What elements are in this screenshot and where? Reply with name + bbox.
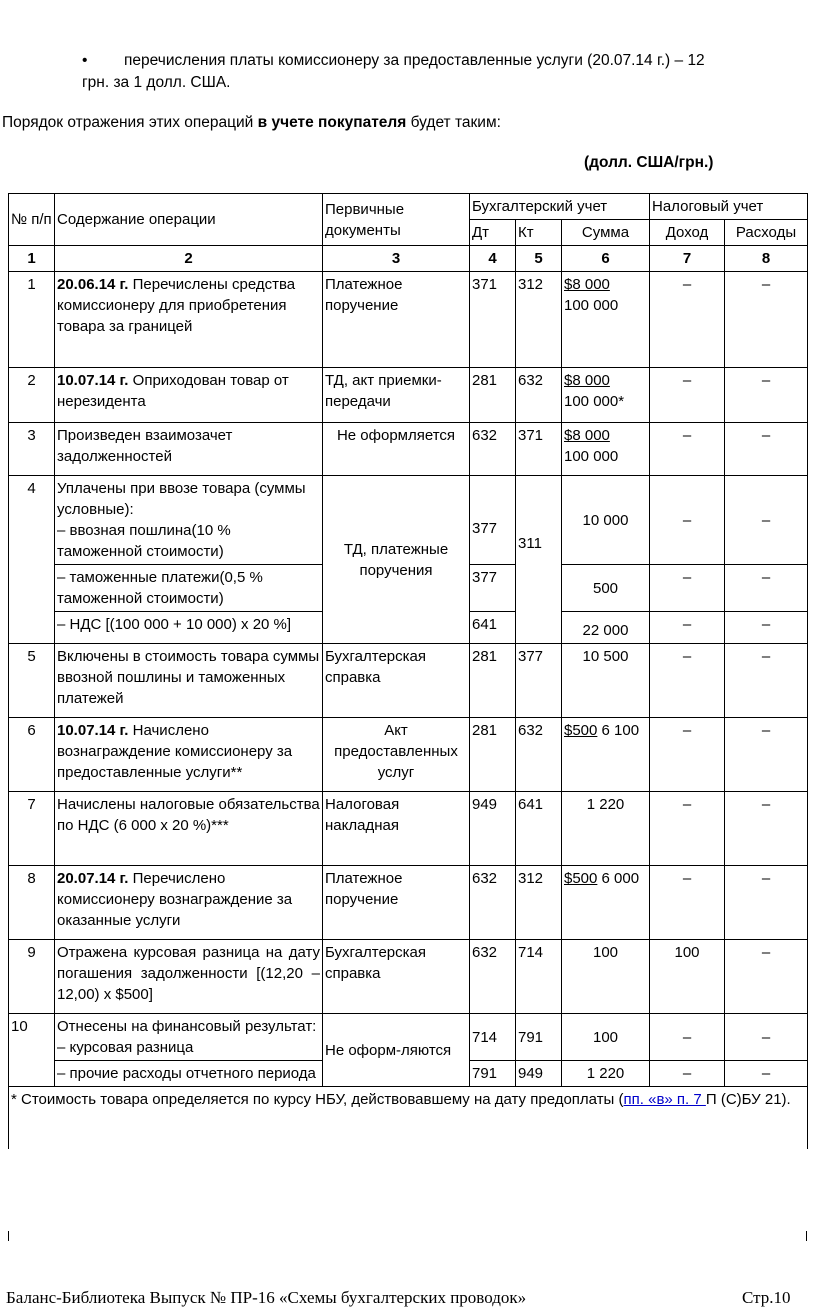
note-cell (9, 1087, 808, 1150)
table-row (9, 423, 808, 476)
row-text-d: – НДС [(100 000 + 10 000) х 20 %] (55, 612, 323, 644)
row-num: 2 (9, 368, 55, 423)
row-sum-usd: $8 000 (564, 372, 610, 389)
row-text: Перечислены средства комиссионеру для приобретения товара за границей (57, 276, 296, 335)
row-expense: – (725, 1061, 808, 1087)
row-kt-empty (516, 612, 562, 644)
row-doc: Бухгалтерская справка (323, 940, 470, 1014)
row-text: Отражена курсовая разница на дату погашения задолженности [(12,20 – 12,00) х $500] (55, 940, 323, 1014)
row-income: – (650, 476, 725, 565)
table-row (9, 1014, 808, 1061)
row-sum-usd: $8 000 (564, 427, 610, 444)
row-dt: 371 (470, 272, 516, 368)
row-sum-usd: $500 (564, 870, 598, 887)
row-dt: 641 (470, 612, 516, 644)
table-row (9, 272, 808, 368)
row-num: 8 (9, 866, 55, 940)
row-text (55, 1014, 323, 1061)
row-text-b: – курсовая разница (57, 1039, 194, 1056)
row-expense: – (725, 476, 808, 565)
row-content (55, 272, 323, 368)
table-row (9, 718, 808, 792)
row-kt: 791 (516, 1014, 562, 1061)
row-expense: – (725, 612, 808, 644)
column-numbers-row (9, 246, 808, 272)
note-after: П (С)БУ 21). (705, 1091, 791, 1108)
row-sum-usd: $8 000 (564, 276, 610, 293)
row-sum-usd: $500 (564, 722, 598, 739)
row-expense: – (725, 940, 808, 1014)
row-date: 10.07.14 г. (57, 372, 129, 389)
row-income: – (650, 272, 725, 368)
row-expense: – (725, 423, 808, 476)
col-num-5: 5 (516, 246, 562, 272)
header-dt: Дт (470, 220, 516, 246)
bullet-text-line1: перечисления платы комиссионеру за предоставленные услуги (20.07.14 г.) – 12 (124, 52, 705, 69)
row-content (55, 718, 323, 792)
row-income: – (650, 792, 725, 866)
row-sum (562, 272, 650, 368)
row-text: Произведен взаимозачет задолженностей (55, 423, 323, 476)
row-num: 5 (9, 644, 55, 718)
row-kt: 312 (516, 272, 562, 368)
row-text-c: – таможенные платежи(0,5 % таможенной стоимости) (55, 565, 323, 612)
row-kt: 371 (516, 423, 562, 476)
row-text: Оприходован товар от нерезидента (57, 372, 289, 410)
row-expense: – (725, 272, 808, 368)
row-sum (562, 866, 650, 940)
row-text-a: Отнесены на финансовый результат: (57, 1018, 317, 1035)
row-doc: ТД, платежные поручения (323, 476, 470, 644)
row-dt: 632 (470, 423, 516, 476)
bullet-icon: • (82, 52, 88, 69)
row-content (55, 866, 323, 940)
col-num-7: 7 (650, 246, 725, 272)
col-num-1: 1 (9, 246, 55, 272)
row-doc: Налоговая накладная (323, 792, 470, 866)
table-tail-border (8, 1231, 807, 1241)
table-row (9, 792, 808, 866)
row-sum (562, 368, 650, 423)
table-row (9, 368, 808, 423)
col-num-3: 3 (323, 246, 470, 272)
row-text: Начислены налоговые обязательства по НДС (6 000 х 20 %)*** (55, 792, 323, 866)
row-doc: Платежное поручение (323, 272, 470, 368)
table-row (9, 866, 808, 940)
page-number: Стр.10 (742, 1288, 791, 1307)
row-income: 100 (650, 940, 725, 1014)
intro-paragraph (2, 114, 501, 132)
row-kt: 312 (516, 866, 562, 940)
header-row (9, 194, 808, 220)
row-dt: 632 (470, 940, 516, 1014)
row-kt: 714 (516, 940, 562, 1014)
row-doc: Не оформляется (323, 423, 470, 476)
row-num: 10 (9, 1014, 55, 1087)
row-num: 6 (9, 718, 55, 792)
row-sum-uah: 100 000 (564, 297, 619, 314)
intro-before: Порядок отражения этих операций (2, 114, 258, 131)
row-income: – (650, 612, 725, 644)
col-num-2: 2 (55, 246, 323, 272)
row-doc: Акт предоставленных услуг (323, 718, 470, 792)
header-num: № п/п (9, 194, 55, 246)
row-content (55, 368, 323, 423)
row-sum-uah: 6 100 (597, 722, 640, 739)
row-text-a: Уплачены при ввозе товара (суммы условные): (57, 480, 306, 518)
row-sum (562, 423, 650, 476)
header-tax: Налоговый учет (650, 194, 808, 220)
row-income: – (650, 1014, 725, 1061)
row-doc: ТД, акт приемки-передачи (323, 368, 470, 423)
table-row (9, 644, 808, 718)
row-text: Перечислено комиссионеру вознаграждение за оказанные услуги (57, 870, 293, 929)
row-sum: 500 (562, 565, 650, 612)
row-dt: 791 (470, 1061, 516, 1087)
bullet-text-line2: грн. за 1 долл. США. (82, 74, 231, 91)
intro-after: будет таким: (406, 114, 501, 131)
intro-bold: в учете покупателя (257, 114, 407, 131)
row-sum: 1 220 (562, 1061, 650, 1087)
row-kt: 632 (516, 718, 562, 792)
header-accounting: Бухгалтерский учет (470, 194, 650, 220)
row-num: 3 (9, 423, 55, 476)
operations-table (8, 193, 808, 1149)
header-docs: Первичные документы (323, 194, 470, 246)
row-kt: 311 (516, 476, 562, 612)
row-income: – (650, 368, 725, 423)
row-sum: 10 500 (562, 644, 650, 718)
row-sum-uah: 6 000 (597, 870, 640, 887)
header-content: Содержание операции (55, 194, 323, 246)
row-text-b: – ввозная пошлина(10 % таможенной стоимости) (57, 522, 231, 560)
row-expense: – (725, 718, 808, 792)
row-sum-uah: 100 000* (564, 393, 625, 410)
row-date: 20.06.14 г. (57, 276, 129, 293)
header-income: Доход (650, 220, 725, 246)
row-dt: 377 (470, 476, 516, 565)
row-kt: 632 (516, 368, 562, 423)
row-dt: 377 (470, 565, 516, 612)
row-expense: – (725, 368, 808, 423)
row-text-c: – прочие расходы отчетного периода (55, 1061, 323, 1087)
row-text: Включены в стоимость товара суммы ввозной пошлины и таможенных платежей (55, 644, 323, 718)
row-num: 4 (9, 476, 55, 644)
col-num-8: 8 (725, 246, 808, 272)
row-text (55, 476, 323, 565)
row-dt: 714 (470, 1014, 516, 1061)
row-sum: 1 220 (562, 792, 650, 866)
row-income: – (650, 423, 725, 476)
row-sum-uah: 100 000 (564, 448, 619, 465)
row-income: – (650, 866, 725, 940)
row-dt: 281 (470, 368, 516, 423)
row-income: – (650, 644, 725, 718)
row-kt: 377 (516, 644, 562, 718)
row-text: Начислено вознаграждение комиссионеру за предоставленные услуги** (57, 722, 293, 781)
header-sum: Сумма (562, 220, 650, 246)
row-num: 7 (9, 792, 55, 866)
row-sum: 100 (562, 940, 650, 1014)
row-doc: Бухгалтерская справка (323, 644, 470, 718)
row-sum: 10 000 (562, 476, 650, 565)
row-dt: 632 (470, 866, 516, 940)
row-sum: 22 000 (562, 612, 650, 644)
row-expense: – (725, 565, 808, 612)
col-num-6: 6 (562, 246, 650, 272)
row-sum: 100 (562, 1014, 650, 1061)
row-sum (562, 718, 650, 792)
table-row (9, 940, 808, 1014)
row-dt: 949 (470, 792, 516, 866)
row-expense: – (725, 644, 808, 718)
footer-title: Баланс-Библиотека Выпуск № ПР-16 «Схемы бухгалтерских проводок» (6, 1288, 527, 1307)
note-text: * Стоимость товара определяется по курсу НБУ, действовавшему на дату предоплаты ( (11, 1091, 624, 1108)
row-doc: Платежное поручение (323, 866, 470, 940)
note-row (9, 1087, 808, 1150)
row-income: – (650, 565, 725, 612)
row-expense: – (725, 792, 808, 866)
row-dt: 281 (470, 644, 516, 718)
header-kt: Кт (516, 220, 562, 246)
units-label: (долл. США/грн.) (584, 154, 714, 171)
col-num-4: 4 (470, 246, 516, 272)
table-row (9, 476, 808, 565)
row-doc: Не оформ-ляются (323, 1014, 470, 1087)
row-date: 10.07.14 г. (57, 722, 129, 739)
row-kt: 949 (516, 1061, 562, 1087)
row-income: – (650, 1061, 725, 1087)
row-expense: – (725, 866, 808, 940)
note-link[interactable]: пп. «в» п. 7 (623, 1091, 706, 1108)
header-expense: Расходы (725, 220, 808, 246)
row-expense: – (725, 1014, 808, 1061)
row-date: 20.07.14 г. (57, 870, 129, 887)
row-num: 1 (9, 272, 55, 368)
row-num: 9 (9, 940, 55, 1014)
row-income: – (650, 718, 725, 792)
row-kt: 641 (516, 792, 562, 866)
row-dt: 281 (470, 718, 516, 792)
